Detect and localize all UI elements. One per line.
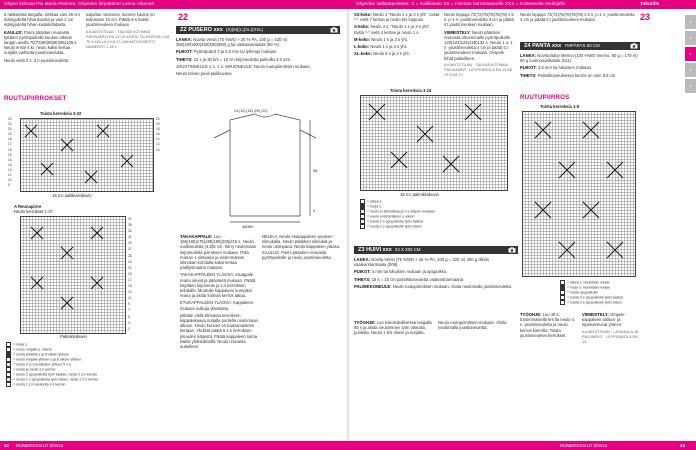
chart1-row-label: 17. <box>8 142 13 147</box>
legend-text: = nosta yhdeltä s ja 6 oikein yhteen <box>13 352 70 357</box>
viimeistely-text: Ompele kappaleen aloitus- ja lopetusreunat yhteen. <box>582 312 625 328</box>
chart1-row-label: 14. <box>8 157 13 162</box>
chart1-row-numbers-right <box>156 117 160 153</box>
chart4-cables <box>523 112 635 276</box>
chart1-row-numbers <box>8 117 12 188</box>
lanka-label: LANKA: <box>520 53 537 58</box>
pattern3-size: YMPÄRYS 50 CM <box>564 43 600 48</box>
chart2-row-label: 23. <box>128 259 133 264</box>
size-instruction: Neulo 4 s, "Neulo 1 s ja 3 s yht", toista *-* vielä 4 kertaa ja neulo 1 s. <box>354 24 431 35</box>
chart4-grid <box>522 111 636 277</box>
chart2-row-label: 1. <box>128 326 131 331</box>
puikot-label: PUIKOT: <box>354 269 371 275</box>
size-label: L-koko: <box>354 44 370 50</box>
left-column-2 <box>86 12 170 86</box>
chart1-row-label: 16. <box>156 132 161 137</box>
cable-cross-mark <box>25 125 37 137</box>
chart2-row-label: 31. <box>128 235 133 240</box>
mallit-text: Neulo ruutupiirroksen mukaan. Aloita neulomalla joustinneuletta. <box>392 283 512 289</box>
footer-page-num-right: 43 <box>680 443 685 448</box>
legend-text: = nosta 2 s apupuikolle työn eteen <box>567 300 622 305</box>
chart1-row-label: 22. <box>8 117 13 121</box>
viimeistely-label: VIIMEISTELY: <box>582 312 609 317</box>
right-column-1 <box>354 12 440 86</box>
lanka-text: Novita Venla (75 %WO + 25 % PA, 100 g = 420 m) 400 g oliiviä vaaleanharmaata (008). <box>354 257 489 268</box>
chart2-row-label: 33. <box>128 229 133 234</box>
lower-left-text: pitkään vielä silmukaa kerroksen, kappalekaava nurjalla puolella neulomaan alkuun. Neulo kunnes on kaavamaiseen kertaan. Yhdistä päätä 5 s:n kerroksen pituuden kärjestä. Päätä kappaleen sama kaikki yhdistämällä. Neulo reunasta uudelleen. <box>180 312 258 350</box>
chart2-repeat-label: Palmikkokuvio <box>60 334 87 339</box>
legend-symbol <box>360 224 365 229</box>
legend1 <box>6 342 176 387</box>
mallit-label: PALMIKKONEULE: <box>354 283 392 289</box>
camera-icon <box>630 43 638 49</box>
legend-text: = neulo ei silmukkaa ja 3 s ohjeen mukaan <box>367 209 435 214</box>
tyoohje-text: Luo kokokokollisessa langalla 65 s ja aloita neulominen työn oikealta puolelta. Neulo 1 krs oikein ja nurjalta. <box>354 320 432 336</box>
size-instruction: Neulo 1 s ja 3 s yht. <box>370 44 408 50</box>
chart1-row-label: 10. <box>156 147 161 152</box>
cable-cross-mark <box>583 202 599 218</box>
size-label: XL-koko: <box>354 51 372 57</box>
cable-cross-mark <box>97 125 109 137</box>
cable-cross-mark <box>31 227 43 239</box>
legend-text: = oikea s. <box>367 199 383 204</box>
chart1-row-label: 14. <box>156 137 161 142</box>
section-heading-ruutupiirros: RUUTUPIIRROS <box>520 94 570 101</box>
mallit-text: JOUSTINNEULE 1 o, 1 n. KIRJONEULE: Neulo ruutupiirroksen mukaan. <box>176 63 311 69</box>
chart3-cables <box>361 96 507 190</box>
side-tab-active[interactable]: x <box>685 47 696 61</box>
credit-text: ILKIANTOTILAN · LAUKAALA JA PÄIVIÄRVIT · LEYPEÄNTILA EN 14 <box>582 329 639 345</box>
pattern3-instructions-b <box>582 312 640 432</box>
legend-text: = nurja s. neulotaan nurjaa <box>567 285 610 290</box>
pattern2-materials <box>354 257 516 317</box>
tiheys-text: Palmikkoneuleessa kerros on noin 9,5 cm. <box>537 72 617 78</box>
page-number-right: 23 <box>640 12 651 22</box>
cable-cross-mark <box>41 163 53 175</box>
cable-cross-mark <box>391 152 407 168</box>
lower-right-text: NELIKA: Neulo etukappaleen puoleen silmukalla. Neulo pääntien silmukat ja neulo ulompana. Neulo kappaleen yläosa. KAULUS: Poimi pääntien reunasta pyöröpuikolle ja neulo joustinneuletta. <box>262 234 340 260</box>
size-instruction: Neulo 1 s ja 3 s yht. <box>371 36 409 42</box>
puikot-text: 3,5 mm tai lukuisien mukaan. <box>537 65 593 71</box>
legend-text: = neulo ensimmäinen s oikein <box>367 214 415 219</box>
cable-cross-mark <box>91 227 103 239</box>
chart1-row-label: 16. <box>8 147 13 152</box>
cable-cross-mark <box>91 277 103 289</box>
chart2-cables <box>21 217 125 333</box>
chart2-row-label: 17. <box>128 277 133 282</box>
chart1-row-label: 18. <box>156 127 161 132</box>
garment-schematic <box>200 108 330 228</box>
legend-text: = nosta 1 s apupuikolla työn eteen, neulo 2 s:n kerran <box>13 377 99 382</box>
chart1-grid <box>20 118 154 192</box>
cable-cross-mark <box>583 122 599 138</box>
kaulus-label: KAULUS: <box>4 29 23 35</box>
chart3-title: Toista kerroksia 3-24 <box>390 88 432 93</box>
left-column-1 <box>4 12 82 86</box>
chart1-row-label: 10. <box>8 178 13 183</box>
chart2-row-numbers <box>128 216 132 332</box>
section2-text: TAKAKAPPALEEN YLÄOSA: Kaappale reuna olevat ja pääntietä mukaan. Päätä käyttäen kirjoneule ja s:n kerroksen kohdalla. Muotoile kappaleen kumpikin reuna ja aloita kolmas kerros takaa. <box>180 272 256 299</box>
legend-text: = nosta apupuikolle <box>567 290 599 295</box>
pattern2-title: Z3 HUIVI xxx <box>358 247 392 253</box>
puikot-label: PUIKOT: <box>520 65 537 71</box>
puikot-label: PUIKOT: <box>176 49 193 55</box>
col-right3-text: Neulo loppuja 72(72)76(76)78(78) s b s, p-1 n- joustinneuletta 3 cm ja päätä s:t joustinneuleen mukaan. <box>520 12 635 23</box>
chart1-row-label: 15. <box>8 152 13 157</box>
chart1-row-label: 9. <box>8 183 11 188</box>
pattern1-title: ZZ PUSERO xxx <box>180 27 223 33</box>
size-instruction: Neulo 1 "Neulo 1 s ja 3 s yht". toista *-* vielä 7 kertaa ja neulo krs loppuun. <box>354 12 440 23</box>
chart2-row-label: 19. <box>128 271 133 276</box>
chart1-title: Toista kerroksia 3-22 <box>40 111 82 116</box>
legend2-item <box>360 224 520 229</box>
footer-page-num-left: 42 <box>4 443 9 448</box>
cable-cross-mark <box>31 277 43 289</box>
header-bar <box>0 0 696 9</box>
instructions-continued: Neulo ruutupiirroksen mukaan. Aloita neulomalla joustinneuletta. <box>438 320 507 331</box>
cable-cross-mark <box>465 104 481 120</box>
legend-text: = neulo nurjalla yhteen s ja 6 oikein yhteen <box>13 357 82 362</box>
chart2-grid <box>20 216 126 334</box>
side-tabs <box>685 9 696 441</box>
legend-text: = nosta 3 s:n ja kahden yhteen 5 s:n <box>13 362 71 367</box>
size-label: X3-koko: <box>354 12 372 17</box>
kaulus-text: Poimi pääntien reunasta tyttären pyöröpuikolle kuusen oikean langan avulla 70(75)80(85)90(95)105 s. Neulo ensin 4 kr. neulo kaksi kertaa nurjalla vaihteita joustinneulusta. <box>4 29 78 56</box>
legend1-item <box>6 382 176 387</box>
size-label: M-koko: <box>354 36 371 42</box>
pattern2-instructions-a <box>354 320 434 432</box>
chart2-row-label: 37. <box>128 217 133 221</box>
pattern3-banner <box>520 42 640 50</box>
legend-text: = neulo nurjalla s. oikein <box>13 347 52 352</box>
chart2-row-label: 25. <box>128 253 133 258</box>
section3-text: ETUKAPPALEEN YLÄOSA: Kappaleen mukaan sulkuja yläosasta. <box>180 300 254 311</box>
pattern3-title: Z4 PANTA xxx <box>524 43 562 49</box>
credit-text: ILKIANTOTILAN · TÄLKÄÄ KOTIMAA PÄIVÄJÄRVI · LEYPEÄNTILA EN 14 KÄ 70 3 KÄ 17 <box>444 62 513 78</box>
takakappale-label: TAKAKAPPALE: <box>180 234 213 239</box>
schematic-width-label: 48(50) <box>242 224 254 228</box>
chart2-row-label: 15. <box>128 284 133 289</box>
legend2 <box>360 199 520 229</box>
viimeistely-instruction: Neulo pääntien reunasta ohuemmalle pyöröpuikolle 120(124)124(128)132 s. Neulo 1 o, 1 n -joustinneuletta 4 cm ja päätä s:t joustinneuleen mukaan. Ompele hihat paikoilleen. <box>444 29 513 61</box>
puikot-text: Pyöröpuikot 3 ja 3,5 mm tai lyhempi mukaan. <box>193 49 278 55</box>
cable-cross-mark <box>559 242 575 258</box>
puikot-text: 4 mm tai lukuisien mukaan ja apupuikko. <box>371 269 448 275</box>
header-right-tab: Tahutille <box>640 1 660 6</box>
side-tab[interactable]: x <box>685 31 696 45</box>
cable-cross-mark <box>417 126 433 142</box>
chart1-row-label: 20. <box>8 127 13 132</box>
legend-text: = nosta 1 s:n neulonta s:n kerran <box>13 382 66 387</box>
section-heading-ruutupiirrokset: RUUTUPIIRROKSET <box>4 95 67 102</box>
cable-cross-mark <box>607 242 623 258</box>
cable-cross-mark <box>535 122 551 138</box>
pattern2-size: 22 X 200 CM <box>394 247 421 252</box>
cable-cross-mark <box>607 162 623 178</box>
cable-cross-mark <box>85 171 97 183</box>
cable-cross-mark <box>61 139 73 151</box>
chart1-row-label: 13. <box>8 162 13 167</box>
legend-text: = neulo 2 apupuikolla työn taakse, neulo 2 s:n kerran <box>13 372 98 377</box>
legend-text: = nosta ja neulo s:n kerran <box>13 367 56 372</box>
side-tab[interactable]: x <box>685 79 696 93</box>
takakappale-text: Luo 155(165)175(185)195(205)215 s. Neulo mallineuletta (4,5)5 cm. Siirry neulomaan kirjoneuletta piirroksen mukaan. Pidä reunan 1 silmukka ja ensimmäisen silmukan kohdalla kaksi kertaa päällysruudun mukaan. <box>180 234 257 271</box>
schematic-outline <box>230 114 300 216</box>
pattern3-materials <box>520 53 638 89</box>
schematic-neck-label: 14 (12) (16) (20) (22) <box>234 109 268 113</box>
chart2-title: A Reunapiirre <box>14 204 42 209</box>
pattern2-instructions-b <box>438 320 516 432</box>
viimeistely-label: VIIMEISTELY: <box>444 29 471 35</box>
lanka-label: LANKA: <box>176 37 193 42</box>
footer-right-text: NUMEROSIVUT 5/2016 <box>560 443 608 448</box>
chart1-row-label: 22. <box>156 117 161 121</box>
tiheys-label: TIHEYS: <box>176 56 193 62</box>
header-right-text: Ohjeiden sallauspeisteet: X = Kaikkitaito XX = Hieman harrastaneelle XXX = Kokeneelle neulojalle <box>356 1 566 6</box>
chart1-cables <box>21 119 153 191</box>
chart1-row-label: 12. <box>8 167 13 172</box>
chart3-repeat-label: 16 s:n palmikkokuvio <box>400 192 439 197</box>
legend-symbol <box>6 382 11 387</box>
lanka-text: Novita Baby Merino (100 %WO merino, 50 g = 175 m) 50 g luonnonvalkoista (011). <box>520 53 638 64</box>
cable-cross-mark <box>61 297 73 309</box>
lanka-text: Novita Venla (75 %WO + 25 % PA, 100 g = 420 m) 350(400)400(450)500(550) g tai vastaavanlaista (50 %). <box>176 37 288 48</box>
tyoohje-label: TYÖOHJE: <box>354 320 376 325</box>
tyoohje-text: Luo 40 s. Ensimmäisellä krs:lla neulo o, n -joustinneuletta ja neulo kerros kierrolla. Toista joustinneuleen kerrokset. <box>520 312 576 338</box>
legend-symbol <box>560 300 565 305</box>
schematic-rib-label: 4 <box>313 209 315 213</box>
chart1-row-label: 18. <box>8 137 13 142</box>
chart1-repeat-label: 16 s:n pallikuviokuvio <box>52 193 92 198</box>
chart2-row-label: 7. <box>128 308 131 313</box>
page-gutter <box>346 9 350 441</box>
col2-long-text: Neulo toinen puoli peilikuvana <box>176 71 232 77</box>
chart2-row-label: 9. <box>128 302 131 307</box>
legend-text: = nurja s. <box>13 342 28 347</box>
legend3 <box>560 280 640 305</box>
tiheys-text: 22 s ja 30 krs = 10 cm kirjoneuletta puikoilla 3,5 mm. <box>193 56 292 62</box>
pattern1-banner <box>176 26 340 34</box>
cable-cross-mark <box>559 162 575 178</box>
viimeistely-text: Neulo vielä 2 s. 2 n-joustinneulettä. <box>4 57 70 63</box>
chart1-row-label: 21. <box>8 122 13 127</box>
cable-cross-mark <box>369 104 385 120</box>
camera-icon <box>508 247 516 253</box>
header-left-text: Ohjeet kokoaa Pia Maria Pietinen. Ohjeiden kirjoittanut Leena Viitanen <box>4 1 155 6</box>
legend-text: = oikea s. neulotaan oikein <box>567 280 610 285</box>
tyoohje-label: TYÖOHJE: <box>520 312 542 317</box>
chart2-row-label: 5. <box>128 314 131 319</box>
chart1-row-label: 11. <box>8 173 13 178</box>
legend-text: = nosta 2 s apupuikolle työn taakse <box>367 219 424 224</box>
pattern1-materials <box>176 37 338 103</box>
page-number-left: 22 <box>178 12 189 22</box>
chart1-row-label: 20. <box>156 122 161 127</box>
tiheys-label: TIHEYS: <box>520 72 537 78</box>
chart2-row-label: 35. <box>128 223 133 228</box>
pattern1-lower-col-b <box>262 234 340 434</box>
pattern1-lower-col-a <box>180 234 258 434</box>
size-label: S-koko: <box>354 24 370 30</box>
chart2-row-label: 11. <box>128 296 133 301</box>
chart2-row-label: 13. <box>128 290 133 295</box>
legend3-item <box>560 300 640 305</box>
col2-text: sulja/lue neulonna, kunnes kaulus on kokonaan 10 cm. Päätä ä-s kaikki joustinneuleen mukaan. <box>86 12 155 28</box>
chart2-row-label: 29. <box>128 241 133 246</box>
side-tab[interactable]: x <box>685 15 696 29</box>
tiheys-label: TIHEYS: <box>354 276 371 282</box>
chart1-row-label: 19. <box>8 132 13 137</box>
chart2-row-label: 27. <box>128 247 133 252</box>
intro-text: 5 rabkavistä langalla. Virkkaa vain 26 cm etäisyydeltä hihansuusta ja vain 2 cm etäisyydeltä hihan keskikohdasta. <box>4 12 80 28</box>
pattern1-sizes: (S)(M)(L)(XL)(XXL) <box>225 27 264 32</box>
lanka-label: LANKA: <box>354 257 371 262</box>
cable-cross-mark <box>443 156 459 172</box>
schematic-height-label: 56 <box>313 168 318 173</box>
chart2-subtitle: Neulo kerrokset 1-37 <box>14 209 53 214</box>
chart4-title: Toista kerroksia 1-8 <box>540 104 580 109</box>
pattern3-instructions-a <box>520 312 578 432</box>
chart2-row-label: 3. <box>128 320 131 325</box>
camera-icon <box>330 27 338 33</box>
cable-cross-mark <box>535 202 551 218</box>
legend-text: = nurja s. <box>367 204 382 209</box>
size-instruction: Neulo 5 s ja 3 s yht. <box>373 51 410 57</box>
footer-left-text: NUMEROSIVUT 5/2016 <box>16 443 64 448</box>
cable-cross-mark <box>61 247 73 259</box>
schematic-shoulder <box>214 130 316 138</box>
legend-text: = nosta 2 s apupuikolle työn eteen <box>367 224 422 229</box>
chart2-row-label: 21. <box>128 265 133 270</box>
right-column-3 <box>520 12 638 40</box>
right-column-2 <box>444 12 514 86</box>
tiheys-text: 18 s = 10 cm palmikkoneuletta vaaleanharmaana <box>371 276 464 282</box>
pattern2-banner <box>354 246 518 254</box>
chart3-grid <box>360 95 508 191</box>
col-right2-text: Neulo loppuja 72(72)76(76)78(78) s b s, p-1 n- joustinneuletta 3 cm ja päätä s:t joustinneuleen mukaan. <box>444 12 514 28</box>
cable-cross-mark <box>121 155 133 167</box>
legend-text: = nosta 2 s apupuikolle työn taakse <box>567 295 624 300</box>
side-tab[interactable]: x <box>685 63 696 77</box>
credit-text: ILKIANTOTILAN · TÄLKÄÄ KOTIMAA PÄIVÄJÄRVI EN 14 (YLKÖKSI 74) KERTAA 3 KÄ 70 3 KALLA 3 KÄ 17 LAIHIATUSVIESTIT NUMEROT 1 JA 2 <box>86 29 170 50</box>
footer-bar <box>0 441 696 450</box>
chart1-row-label: 12. <box>156 142 161 147</box>
